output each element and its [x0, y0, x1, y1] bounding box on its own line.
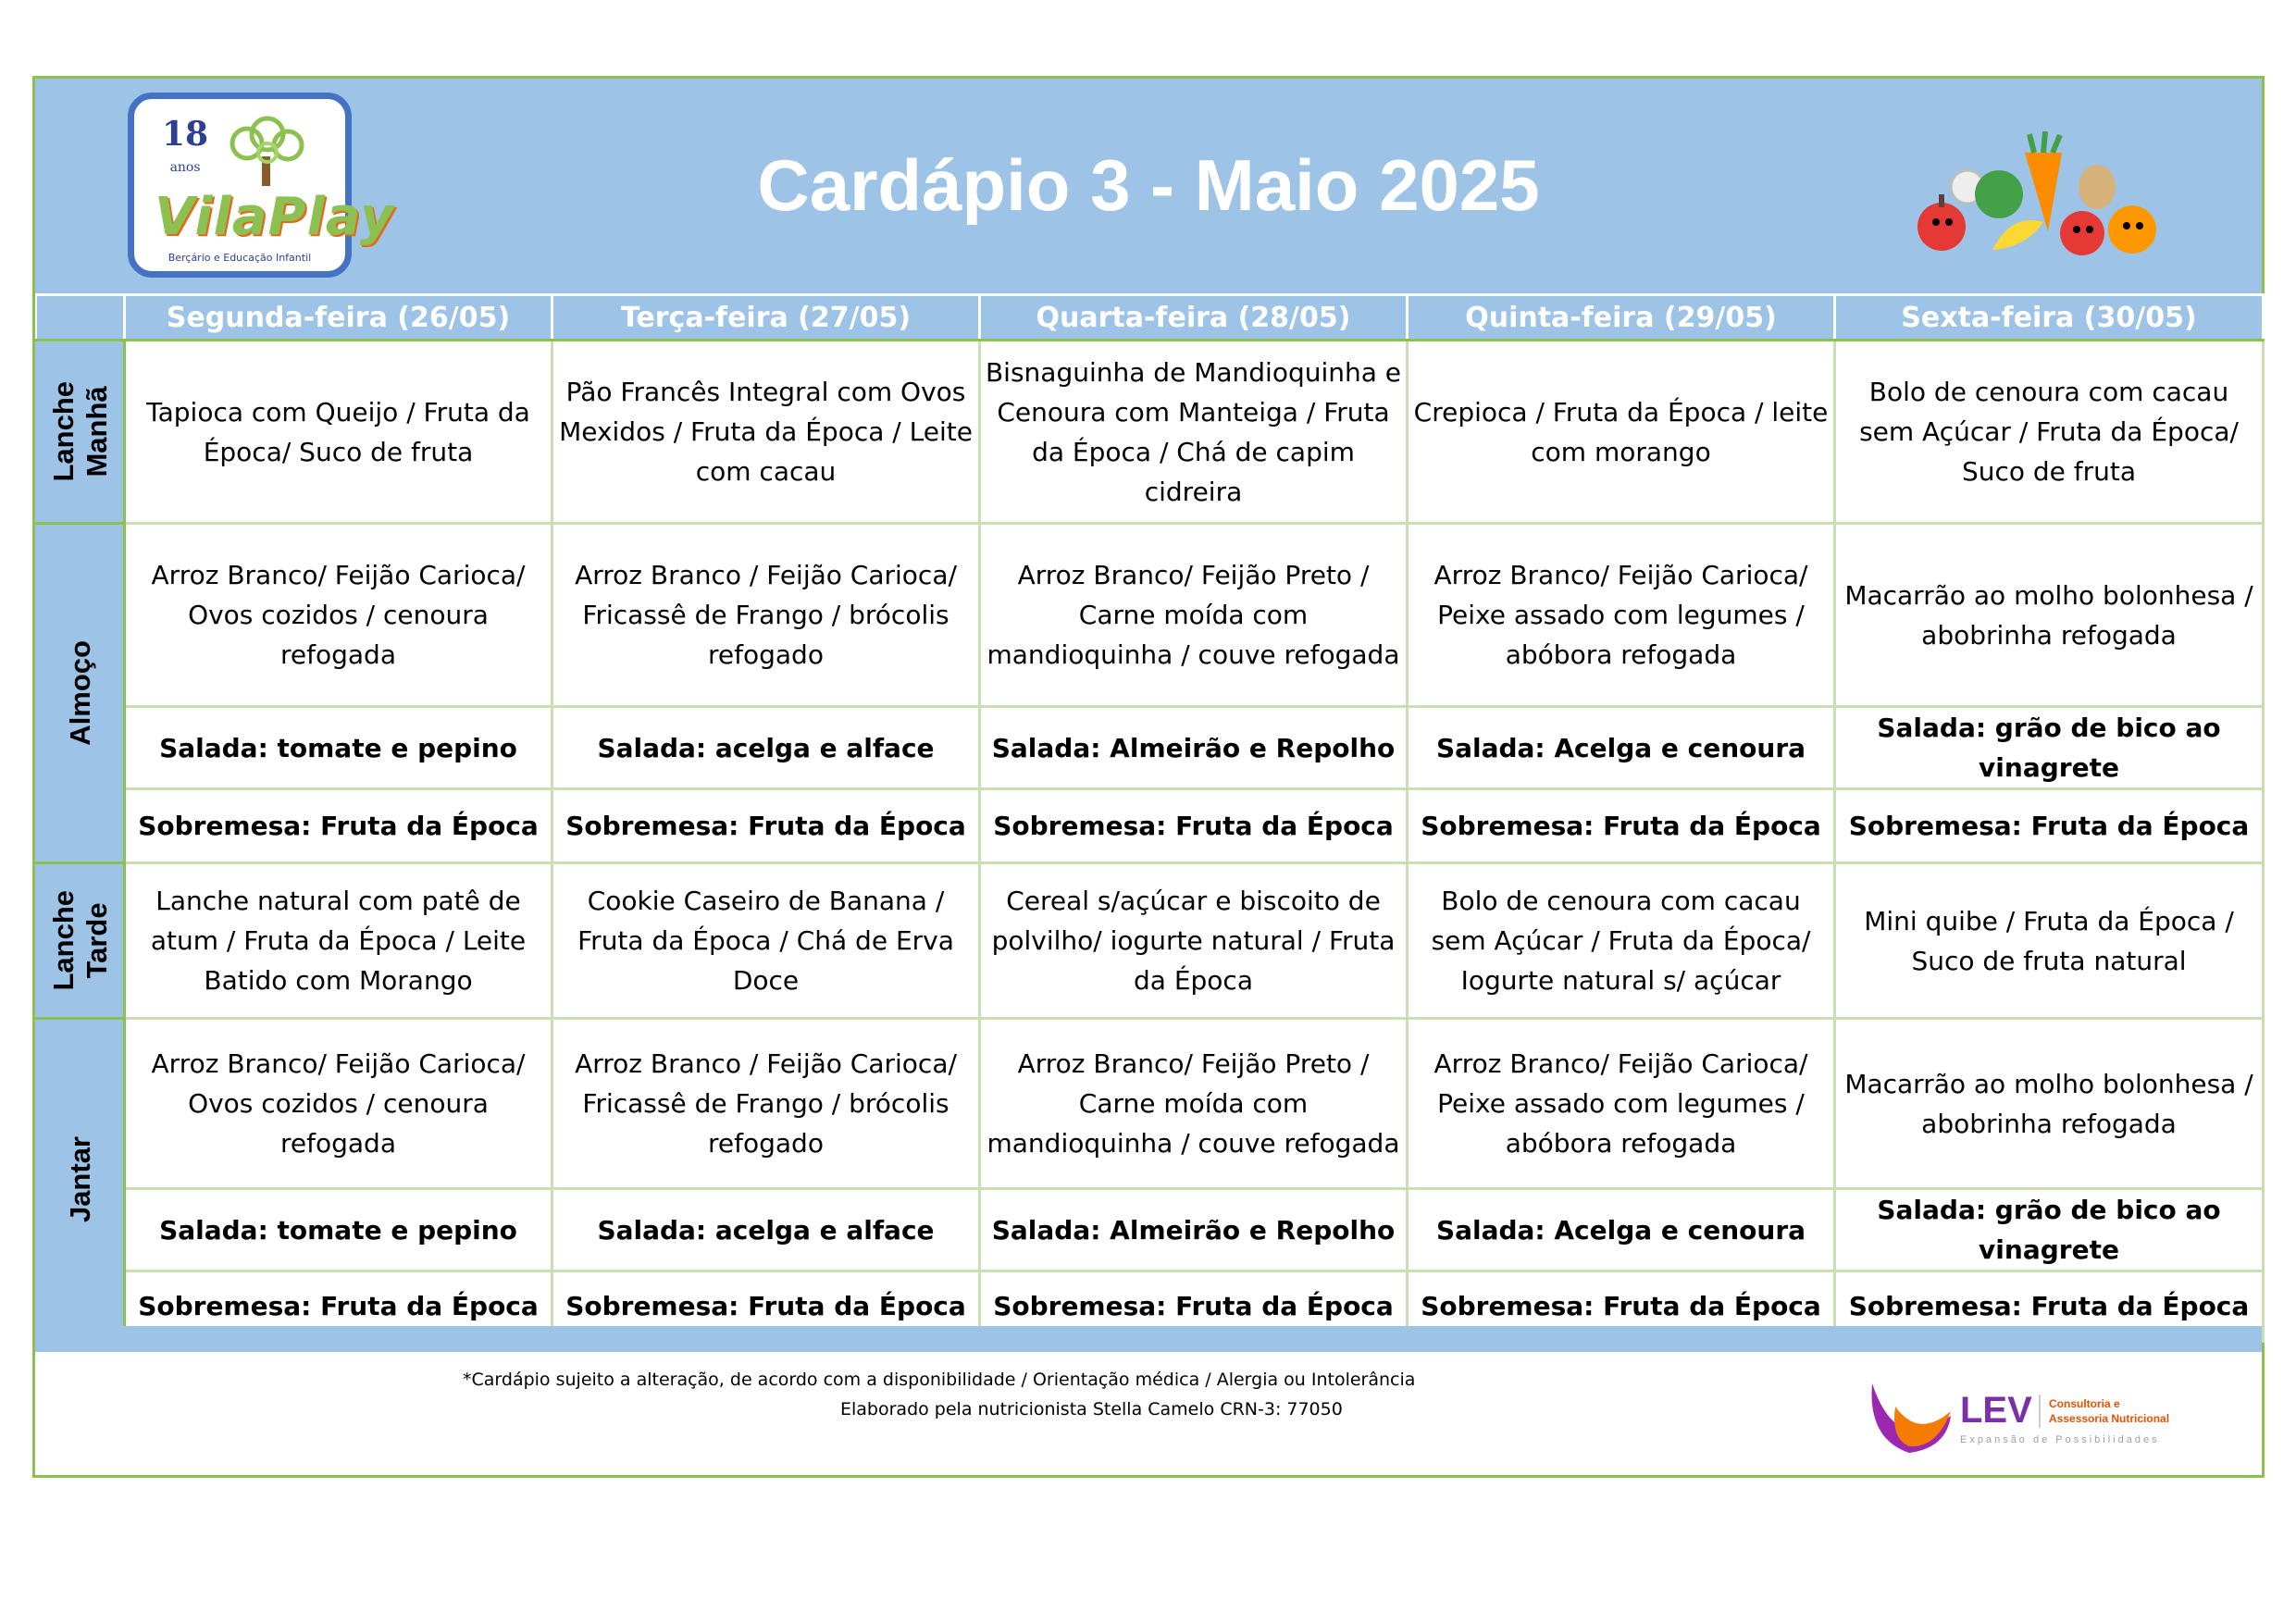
salad-cell: Salada: acelga e alface — [552, 1189, 980, 1271]
menu-cell: Arroz Branco / Feijão Carioca/ Fricassê de Frango / brócolis refogado — [552, 524, 980, 707]
lev-tagline: Expansão de Possibilidades — [1960, 1434, 2160, 1445]
lanche-manha-row — [37, 341, 2264, 524]
menu-cell: Arroz Branco/ Feijão Preto / Carne moída com mandioquinha / couve refogada — [980, 1019, 1408, 1189]
dessert-cell: Sobremesa: Fruta da Época — [1835, 1271, 2264, 1342]
menu-cell: Arroz Branco/ Feijão Carioca/ Peixe assado com legumes / abóbora refogada — [1408, 1019, 1835, 1189]
menu-cell: Cereal s/açúcar e biscoito de polvilho/ iogurte natural / Fruta da Época — [980, 863, 1408, 1019]
almoco-dessert-row — [37, 789, 2264, 863]
dessert-cell: Sobremesa: Fruta da Época — [980, 789, 1408, 863]
header-corner — [37, 295, 125, 341]
dessert-cell: Sobremesa: Fruta da Época — [552, 1271, 980, 1342]
header — [35, 79, 2262, 293]
menu-cell: Crepioca / Fruta da Época / leite com morango — [1408, 341, 1835, 524]
disclaimer-note: *Cardápio sujeito a alteração, de acordo com a disponibilidade / Orientação médica / Alergia ou Intolerância — [463, 1370, 1416, 1390]
menu-cell: Arroz Branco/ Feijão Carioca/ Ovos cozidos / cenoura refogada — [125, 1019, 552, 1189]
dessert-cell: Sobremesa: Fruta da Época — [1408, 1271, 1835, 1342]
menu-cell: Arroz Branco/ Feijão Preto / Carne moída com mandioquinha / couve refogada — [980, 524, 1408, 707]
salad-cell: Salada: tomate e pepino — [125, 1189, 552, 1271]
almoco-main-row — [37, 524, 2264, 707]
menu-cell: Arroz Branco/ Feijão Carioca/ Ovos cozidos / cenoura refogada — [125, 524, 552, 707]
anniversary-number: 18 — [162, 115, 209, 154]
salad-cell: Salada: grão de bico ao vinagrete — [1835, 707, 2264, 789]
meal-label-line: Manhã — [81, 386, 113, 477]
brand-tagline: Berçário e Educação Infantil — [168, 252, 312, 264]
footer-strip — [35, 1326, 2262, 1352]
salad-cell: Salada: tomate e pepino — [125, 707, 552, 789]
meal-label-almoco: Almoço — [37, 524, 125, 863]
dessert-cell: Sobremesa: Fruta da Época — [980, 1271, 1408, 1342]
meal-label-line: Lanche — [47, 890, 80, 991]
menu-cell: Macarrão ao molho bolonhesa / abobrinha refogada — [1835, 524, 2264, 707]
lev-line2: Assessoria Nutricional — [2049, 1412, 2170, 1425]
jantar-main-row — [37, 1019, 2264, 1189]
dessert-cell: Sobremesa: Fruta da Época — [125, 789, 552, 863]
jantar-salad-row — [37, 1189, 2264, 1271]
lev-logo — [1868, 1374, 2238, 1457]
lanche-tarde-row — [37, 863, 2264, 1019]
menu-cell: Pão Francês Integral com Ovos Mexidos / Fruta da Época / Leite com cacau — [552, 341, 980, 524]
menu-cell: Tapioca com Queijo / Fruta da Época/ Suco de fruta — [125, 341, 552, 524]
day-header: Segunda-feira (26/05) — [125, 295, 552, 341]
menu-cell: Bisnaguinha de Mandioquinha e Cenoura com Manteiga / Fruta da Época / Chá de capim cidreira — [980, 341, 1408, 524]
salad-cell: Salada: grão de bico ao vinagrete — [1835, 1189, 2264, 1271]
meal-label-line: Tarde — [81, 902, 113, 979]
lev-name: LEV — [1960, 1390, 2032, 1431]
lev-line1: Consultoria e — [2049, 1397, 2120, 1410]
day-header: Terça-feira (27/05) — [552, 295, 980, 341]
anniversary-unit: anos — [169, 160, 201, 175]
meal-label-lanche-tarde — [37, 863, 125, 1019]
salad-cell: Salada: Almeirão e Repolho — [980, 707, 1408, 789]
dessert-cell: Sobremesa: Fruta da Época — [125, 1271, 552, 1342]
menu-table — [35, 293, 2265, 1343]
day-header: Quinta-feira (29/05) — [1408, 295, 1835, 341]
menu-cell: Cookie Caseiro de Banana / Fruta da Época / Chá de Erva Doce — [552, 863, 980, 1019]
menu-frame — [32, 76, 2265, 1478]
menu-cell: Arroz Branco / Feijão Carioca/ Fricassê de Frango / brócolis refogado — [552, 1019, 980, 1189]
fruits-vegetables-icon — [1914, 130, 2173, 259]
meal-label-lanche-manha — [37, 341, 125, 524]
day-header: Quarta-feira (28/05) — [980, 295, 1408, 341]
dessert-cell: Sobremesa: Fruta da Época — [552, 789, 980, 863]
brand-name: VilaPlay — [155, 187, 395, 247]
meal-label-jantar: Jantar — [37, 1019, 125, 1342]
menu-cell: Mini quibe / Fruta da Época / Suco de fruta natural — [1835, 863, 2264, 1019]
menu-cell: Bolo de cenoura com cacau sem Açúcar / Fruta da Época/ Suco de fruta — [1835, 341, 2264, 524]
meal-label-line: Lanche — [47, 381, 80, 482]
salad-cell: Salada: acelga e alface — [552, 707, 980, 789]
nutritionist-credit: Elaborado pela nutricionista Stella Camelo CRN-3: 77050 — [840, 1399, 1343, 1419]
dessert-cell: Sobremesa: Fruta da Época — [1835, 789, 2264, 863]
dessert-cell: Sobremesa: Fruta da Época — [1408, 789, 1835, 863]
menu-cell: Lanche natural com patê de atum / Fruta da Época / Leite Batido com Morango — [125, 863, 552, 1019]
salad-cell: Salada: Acelga e cenoura — [1408, 707, 1835, 789]
page-title: Cardápio 3 - Maio 2025 — [757, 144, 1540, 226]
days-header-row — [37, 295, 2264, 341]
menu-cell: Macarrão ao molho bolonhesa / abobrinha refogada — [1835, 1019, 2264, 1189]
menu-cell: Arroz Branco/ Feijão Carioca/ Peixe assado com legumes / abóbora refogada — [1408, 524, 1835, 707]
salad-cell: Salada: Almeirão e Repolho — [980, 1189, 1408, 1271]
salad-cell: Salada: Acelga e cenoura — [1408, 1189, 1835, 1271]
day-header: Sexta-feira (30/05) — [1835, 295, 2264, 341]
menu-cell: Bolo de cenoura com cacau sem Açúcar / Fruta da Época/ Iogurte natural s/ açúcar — [1408, 863, 1835, 1019]
almoco-salad-row — [37, 707, 2264, 789]
